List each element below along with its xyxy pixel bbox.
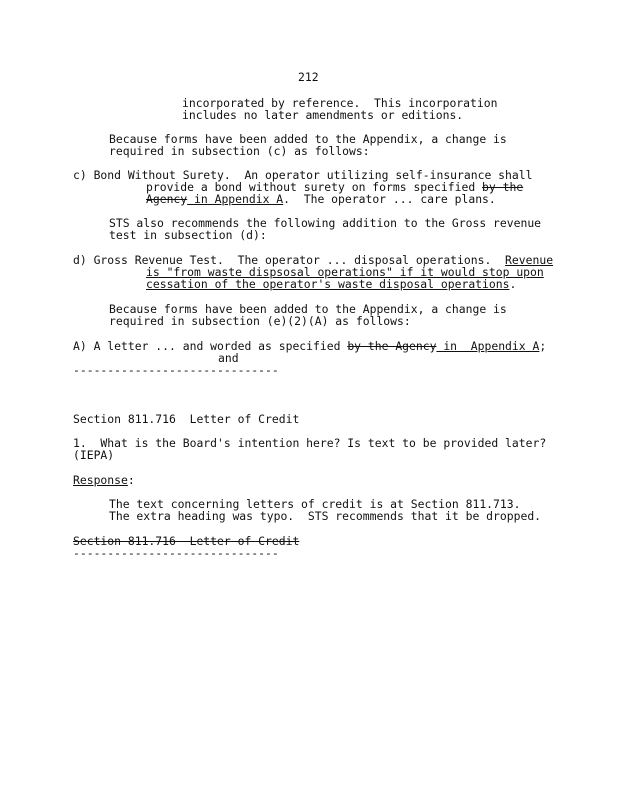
incorporation-line-2: includes no later amendments or editions. xyxy=(182,108,464,122)
forms-note-c-line-1: Because forms have been added to the Appendix, a change is xyxy=(109,132,507,146)
forms-note-e-line-2: required in subsection (e)(2)(A) as follows: xyxy=(109,314,411,328)
letter-line-1: A) A letter ... and worded as specified by the Agency in Appendix A; xyxy=(73,339,547,353)
inserted-text: in Appendix A xyxy=(436,339,540,353)
inserted-text: cessation of the operator's waste disposal operations xyxy=(146,277,510,291)
inserted-text: is "from waste dispsosal operations" if it would stop upon xyxy=(146,265,544,279)
response-line-2: The extra heading was typo. STS recommends that it be dropped. xyxy=(109,509,542,523)
question-line-2: (IEPA) xyxy=(73,448,115,462)
struck-section-heading: Section 811.716 Letter of Credit xyxy=(73,534,300,548)
incorporation-line-1: incorporated by reference. This incorporation xyxy=(182,96,498,110)
bond-line-1: c) Bond Without Surety. An operator utilizing self-insurance shall xyxy=(73,168,533,182)
section-heading: Section 811.716 Letter of Credit xyxy=(73,412,300,426)
response-heading: Response: xyxy=(73,473,135,487)
question-line-1: 1. What is the Board's intention here? Is text to be provided later? xyxy=(73,436,547,450)
forms-note-e-line-1: Because forms have been added to the Appendix, a change is xyxy=(109,302,507,316)
forms-note-c-line-2: required in subsection (c) as follows: xyxy=(109,144,370,158)
inserted-text: in Appendix A xyxy=(187,192,284,206)
gross-revenue-line-3: cessation of the operator's waste disposal operations. xyxy=(146,277,517,291)
bond-line-3: Agency in Appendix A. The operator ... care plans. xyxy=(146,192,496,206)
gross-revenue-line-1: d) Gross Revenue Test. The operator ... disposal operations. Revenue xyxy=(73,253,554,267)
inserted-text: Revenue xyxy=(505,253,554,267)
separator-rule: ------------------------------ xyxy=(73,363,279,377)
letter-line-2: and xyxy=(218,351,239,365)
page-number: 212 xyxy=(298,70,319,84)
response-label: Response xyxy=(73,473,128,487)
deleted-text: Agency xyxy=(146,192,188,206)
deleted-text: by the Agency xyxy=(347,339,437,353)
bond-line-2: provide a bond without surety on forms specified by the xyxy=(146,180,524,194)
deleted-text: by the xyxy=(482,180,524,194)
response-line-1: The text concerning letters of credit is at Section 811.713. xyxy=(109,497,521,511)
sts-recommendation-line-1: STS also recommends the following addition to the Gross revenue xyxy=(109,216,542,230)
sts-recommendation-line-2: test in subsection (d): xyxy=(109,228,267,242)
final-separator-rule: ------------------------------ xyxy=(73,546,279,560)
